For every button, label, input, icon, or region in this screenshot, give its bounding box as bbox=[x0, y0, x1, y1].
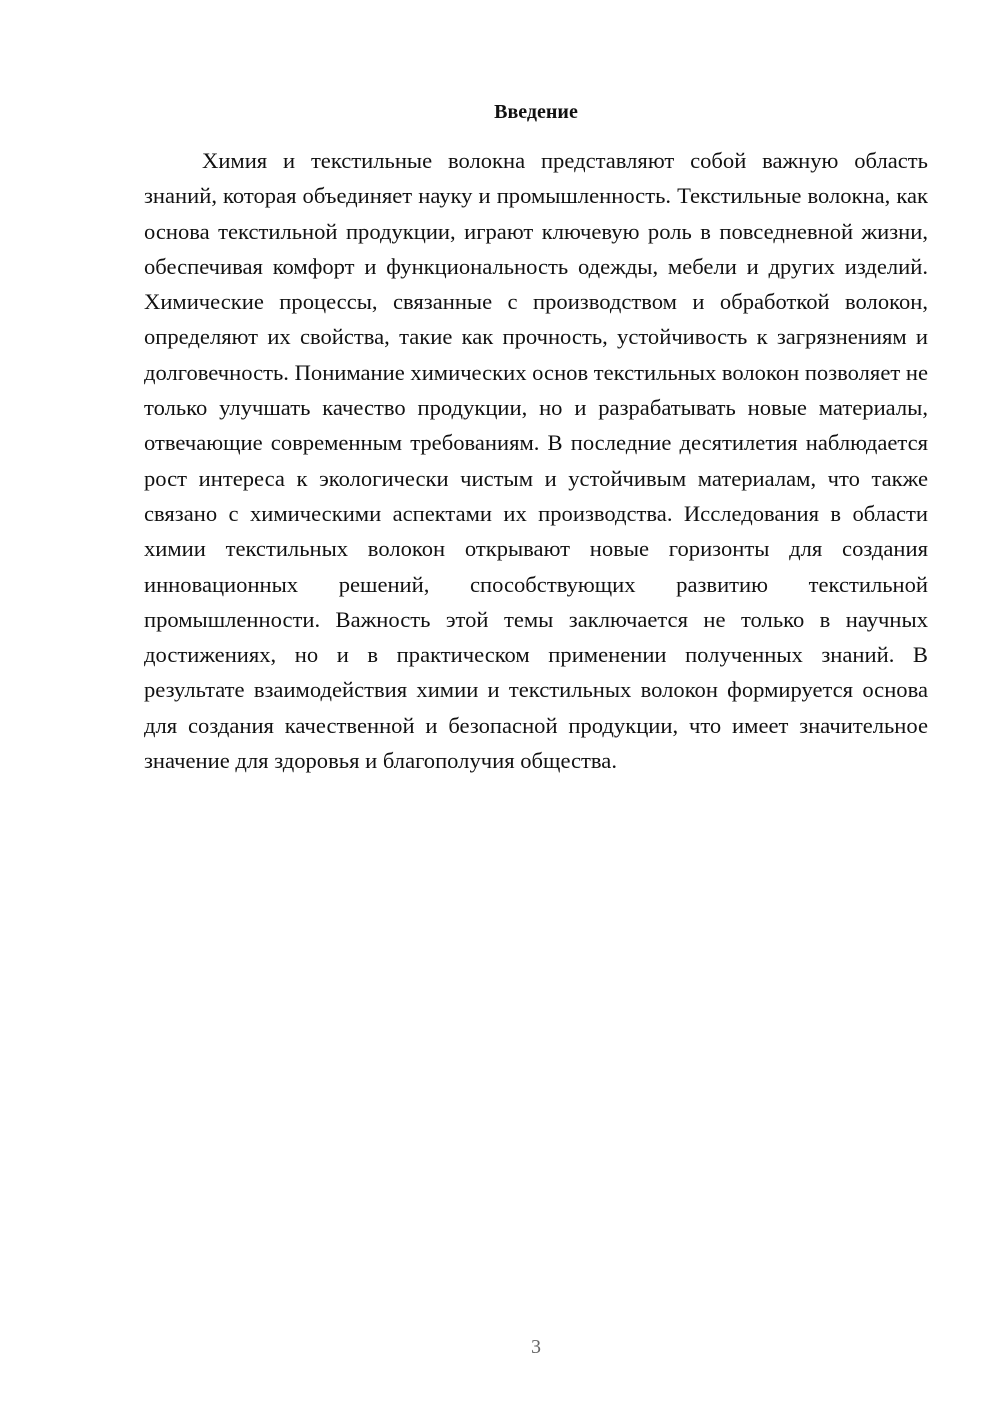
body-paragraph: Химия и текстильные волокна представляют собой важную область знаний, которая объединяет науку и промышленность. Текстильные волокна, как основа текстильной продукции, играют ключевую роль в повседневной жизни, обеспечивая комфорт и функциональность одежды, мебели и других изделий. Химические процессы, связанные с производством и обработкой волокон, определяют их свойства, такие как прочность, устойчивость к загрязнениям и долговечность. Понимание химических основ текстильных волокон позволяет не только улучшать качество продукции, но и разрабатывать новые материалы, отвечающие современным требованиям. В последние десятилетия наблюдается рост интереса к экологически чистым и устойчивым материалам, что также связано с химическими аспектами их производства. Исследования в области химии текстильных волокон открывают новые горизонты для создания инновационных решений, способствующих развитию текстильной промышленности. Важность этой темы заключается не только в научных достижениях, но и в практическом применении полученных знаний. В результате взаимодействия химии и текстильных волокон формируется основа для создания качественной и безопасной продукции, что имеет значительное значение для здоровья и благополучия общества. bbox=[144, 148, 928, 774]
page-number: 3 bbox=[531, 1336, 541, 1358]
section-heading: Введение bbox=[494, 101, 578, 123]
